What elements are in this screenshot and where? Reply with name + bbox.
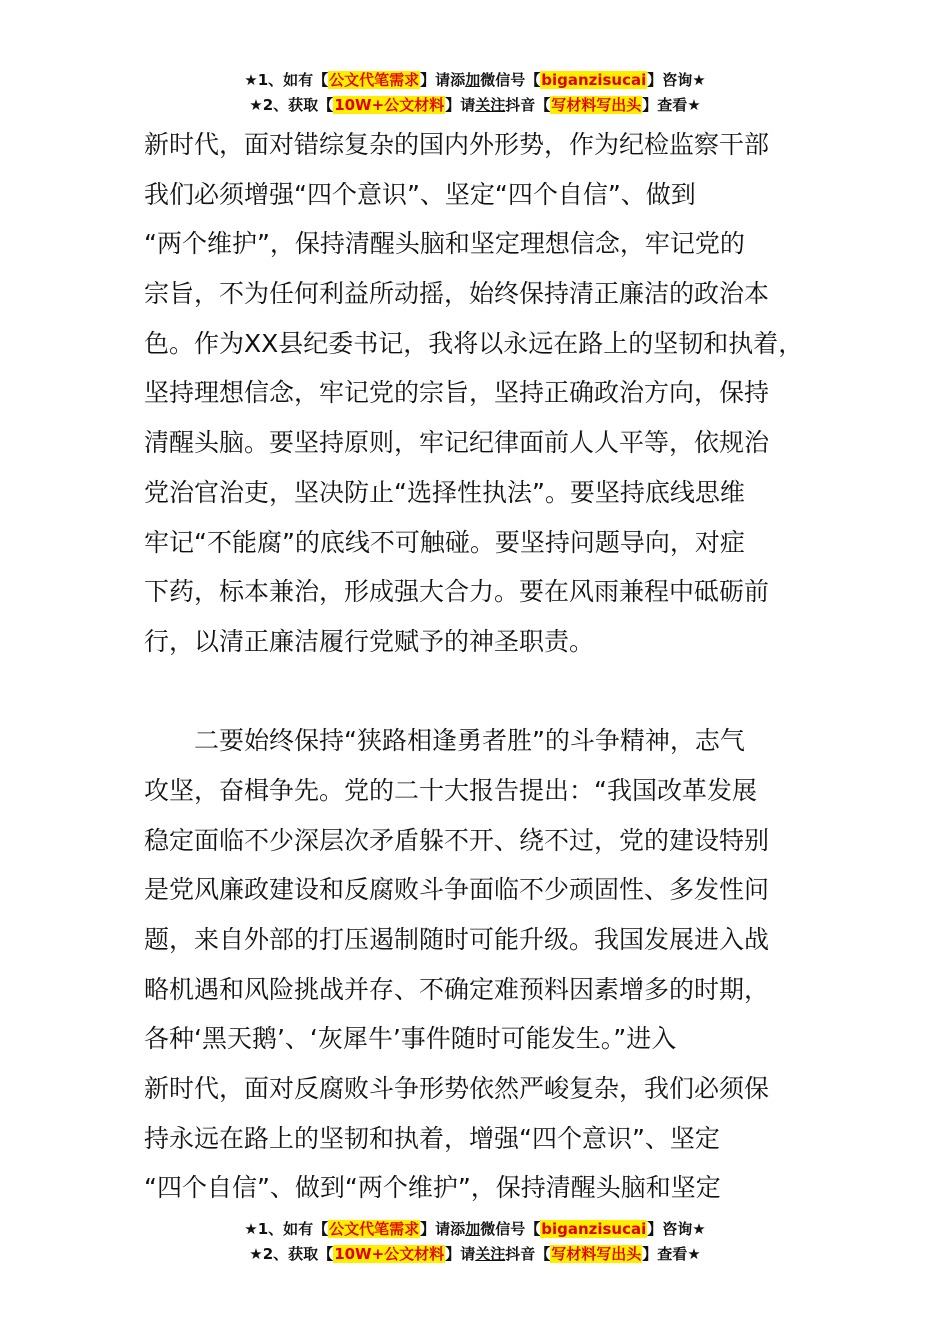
text-line: 下药，标本兼治，形成强大合力。要在风雨兼程中砥砺前 bbox=[144, 577, 770, 607]
banner-wechat-id: biganzisucai bbox=[541, 1220, 647, 1238]
banner-highlight: 10W+公文材料 bbox=[334, 1245, 445, 1263]
paragraph-2 bbox=[144, 716, 834, 1213]
text-line: 色。作为XX县纪委书记，我将以永远在路上的坚韧和执着， bbox=[144, 328, 804, 358]
banner-douyin-id: 写材料写出头 bbox=[551, 96, 642, 114]
text-line: 二要始终保持“狭路相逢勇者胜”的斗争精神，志气 bbox=[144, 726, 745, 756]
text-line: 我们必须增强“四个意识”、坚定“四个自信”、做到 bbox=[144, 179, 696, 209]
footer-banner bbox=[0, 1217, 950, 1267]
banner-highlight: 10W+公文材料 bbox=[334, 96, 445, 114]
text-line: 清醒头脑。要坚持原则，牢记纪律面前人人平等，依规治 bbox=[144, 428, 770, 458]
text-line: 行，以清正廉洁履行党赋予的神圣职责。 bbox=[144, 626, 595, 656]
banner-line-1: ★1、如有【公文代笔需求】请添加微信号【biganzisucai】咨询★ bbox=[244, 71, 706, 89]
text-line: 稳定面临不少深层次矛盾躲不开、绕不过，党的建设特别 bbox=[144, 825, 770, 855]
banner-line-1: ★1、如有【公文代笔需求】请添加微信号【biganzisucai】咨询★ bbox=[244, 1220, 706, 1238]
text-line: “四个自信”、做到“两个维护”，保持清醒头脑和坚定 bbox=[144, 1173, 721, 1203]
text-line: 坚持理想信念，牢记党的宗旨，坚持正确政治方向，保持 bbox=[144, 378, 770, 408]
text-line: 宗旨，不为任何利益所动摇，始终保持清正廉洁的政治本 bbox=[144, 279, 770, 309]
text-line: 持永远在路上的坚韧和执着，增强“四个意识”、坚定 bbox=[144, 1123, 720, 1153]
text-line: 新时代，面对错综复杂的国内外形势，作为纪检监察干部 bbox=[144, 130, 770, 159]
paragraph-1 bbox=[144, 120, 834, 667]
banner-wechat-id: biganzisucai bbox=[541, 71, 647, 89]
banner-line-2: ★2、获取【10W+公文材料】请关注抖音【写材料写出头】查看★ bbox=[249, 96, 701, 114]
text-line: 略机遇和风险挑战并存、不确定难预料因素增多的时期， bbox=[144, 974, 770, 1004]
header-banner bbox=[0, 68, 950, 118]
text-line: “两个维护”，保持清醒头脑和坚定理想信念，牢记党的 bbox=[144, 229, 745, 259]
text-line: 题，来自外部的打压遏制随时可能升级。我国发展进入战 bbox=[144, 925, 770, 954]
text-line: 攻坚，奋楫争先。党的二十大报告提出：“我国改革发展 bbox=[144, 775, 757, 805]
banner-douyin-id: 写材料写出头 bbox=[551, 1245, 642, 1263]
text-line: 是党风廉政建设和反腐败斗争面临不少顽固性、多发性问 bbox=[144, 875, 770, 905]
banner-highlight: 公文代笔需求 bbox=[329, 71, 420, 89]
text-line: 各种‘黑天鹅’、‘灰犀牛’事件随时可能发生。”进入 bbox=[144, 1024, 677, 1054]
paragraph-gap bbox=[144, 667, 834, 717]
banner-highlight: 公文代笔需求 bbox=[329, 1220, 420, 1238]
text-line: 新时代，面对反腐败斗争形势依然严峻复杂，我们必须保 bbox=[144, 1074, 770, 1104]
banner-line-2: ★2、获取【10W+公文材料】请关注抖音【写材料写出头】查看★ bbox=[249, 1245, 701, 1263]
text-line: 党治官治吏，坚决防止“选择性执法”。要坚持底线思维 bbox=[144, 477, 745, 507]
document-body bbox=[144, 120, 834, 1213]
text-line: 牢记“不能腐”的底线不可触碰。要坚持问题导向，对症 bbox=[144, 527, 745, 557]
